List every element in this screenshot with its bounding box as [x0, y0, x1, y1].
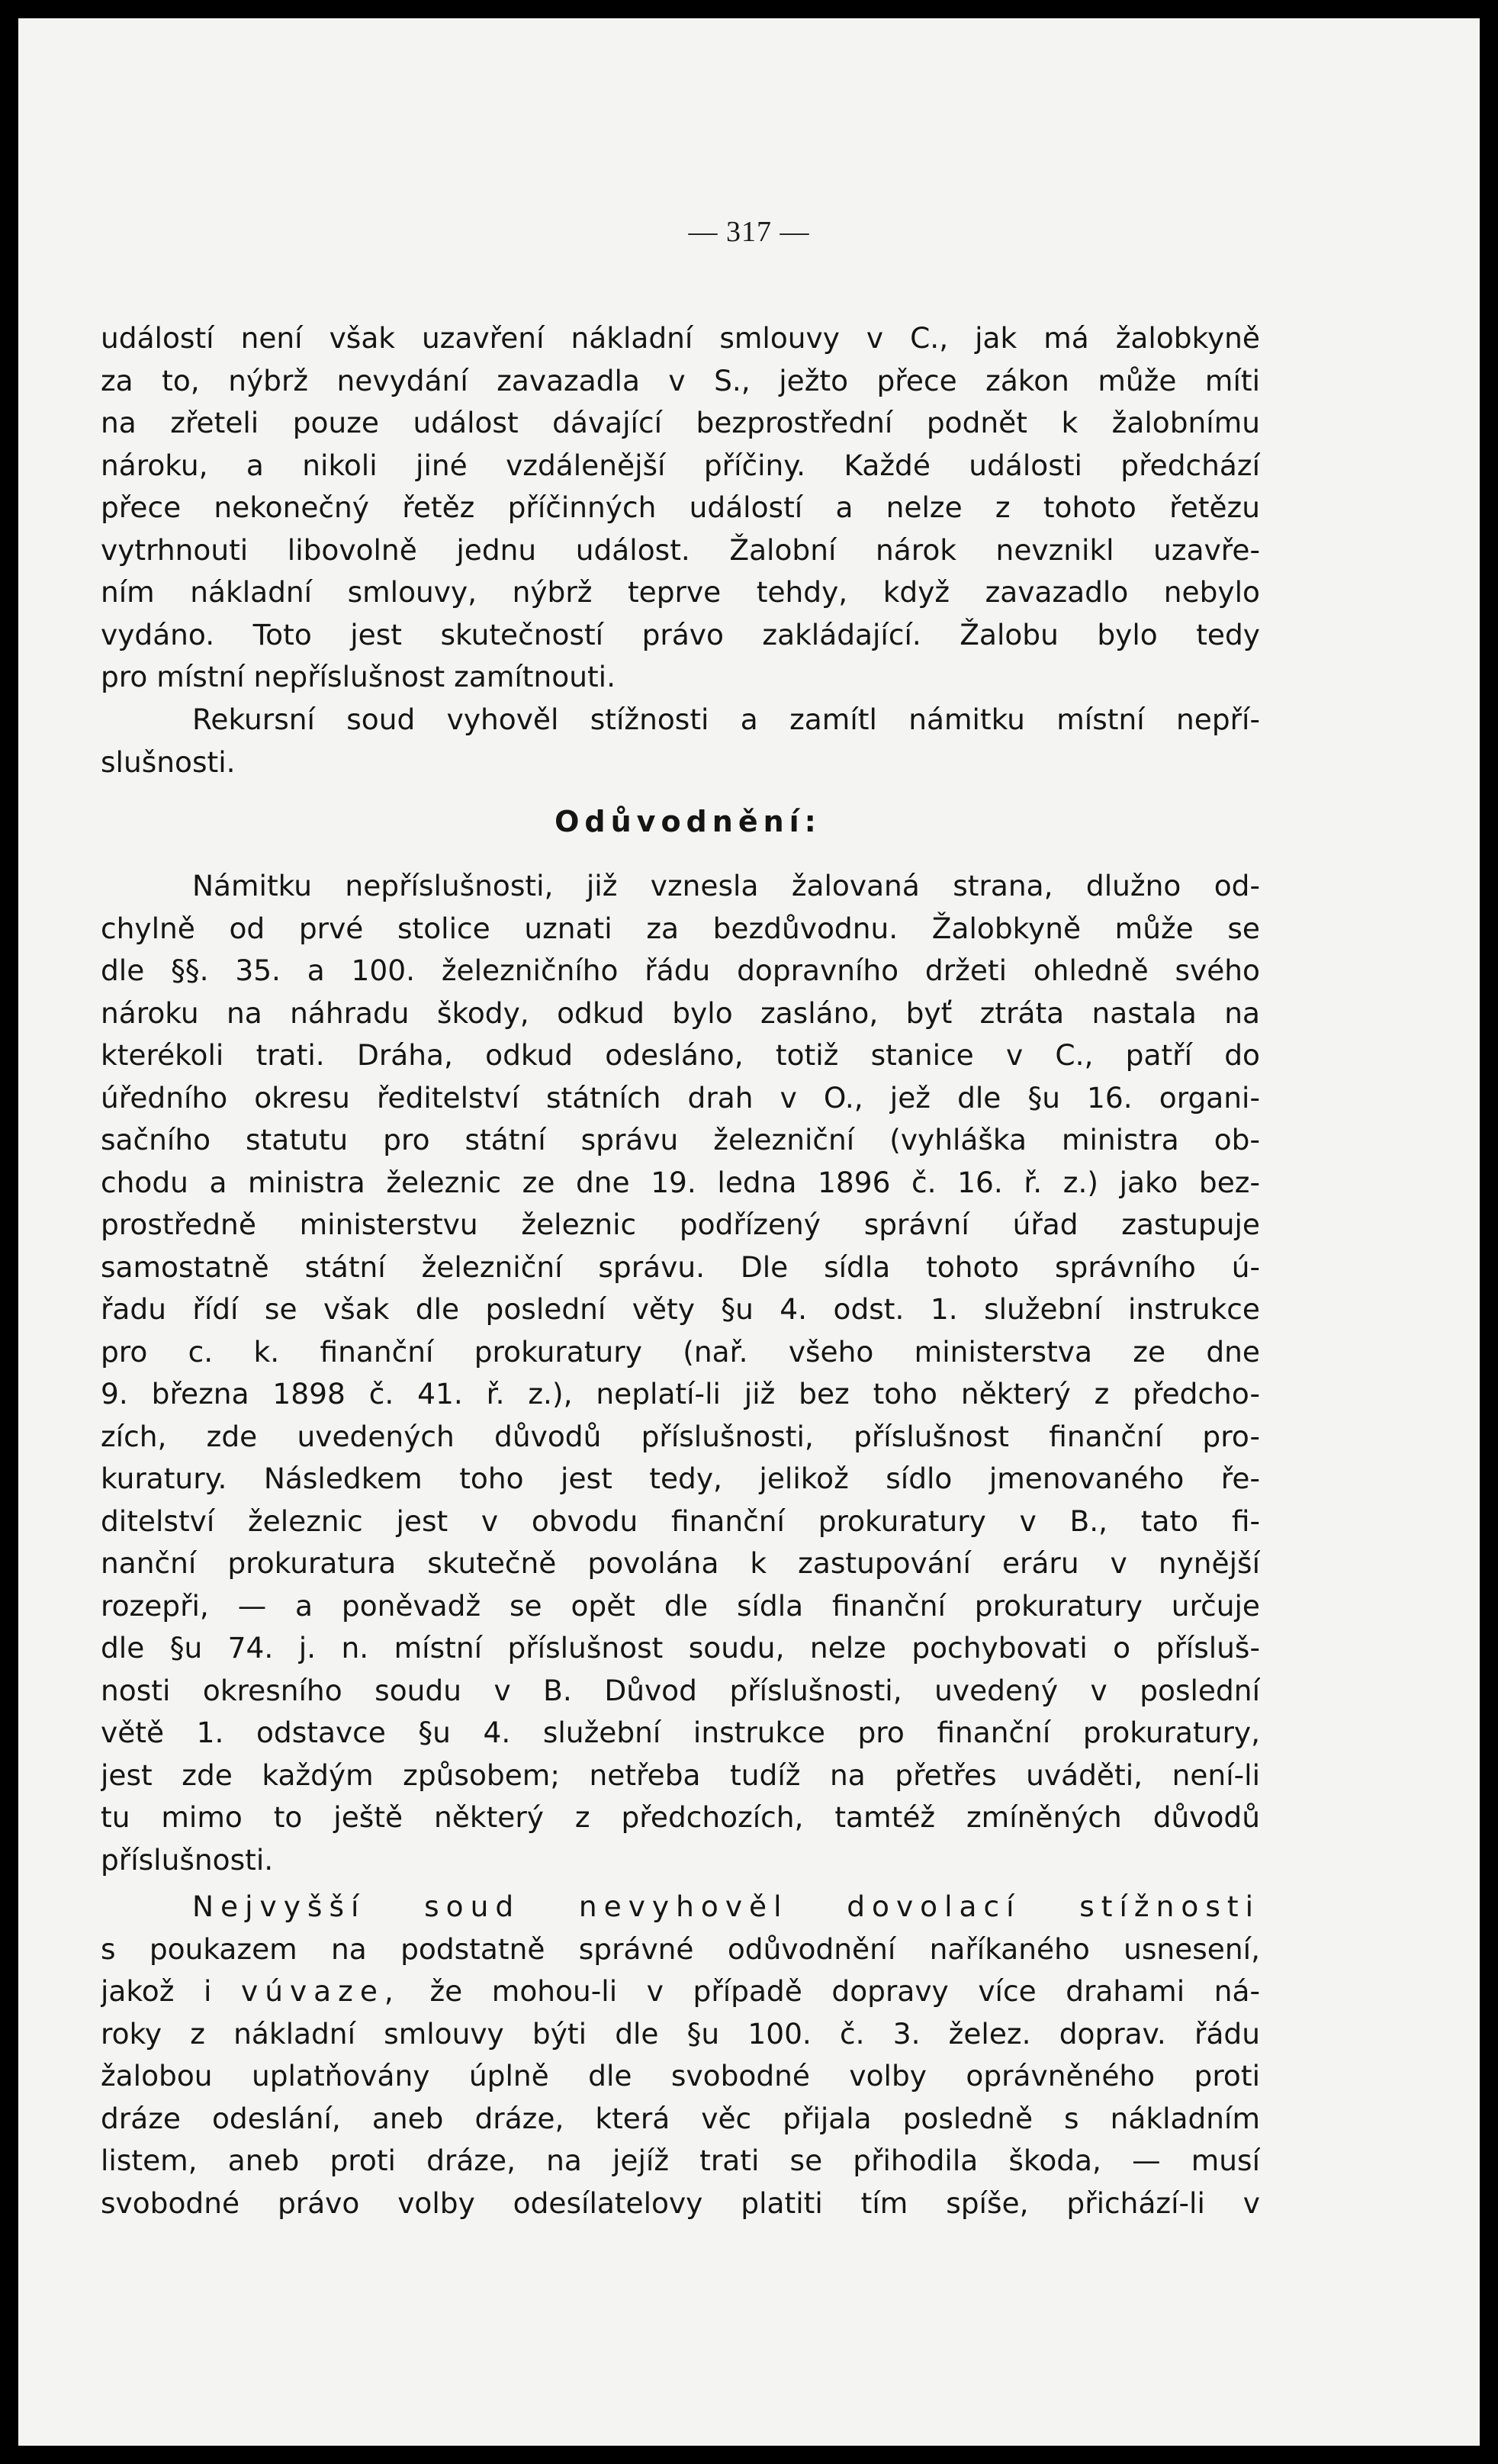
text-line: pro c. k. finanční prokuratury (nař. všeho ministerstva ze dne: [101, 1334, 1260, 1369]
text-line: nároku na náhradu škody, odkud bylo zasláno, byť ztráta nastala na: [101, 996, 1260, 1030]
text-line: na zřeteli pouze událost dávající bezprostřední podnět k žalobnímu: [101, 406, 1260, 439]
text-line: Nejvyšší soud nevyhověl dovolací stížnosti: [192, 1890, 1260, 1923]
text-line: roky z nákladní smlouvy býti dle §u 100. č. 3. želez. doprav. řádu: [101, 2016, 1260, 2051]
text-line: svobodné právo volby odesílatelovy platiti tím spíše, přichází-li v: [101, 2186, 1260, 2220]
text-line: rozepři, — a poněvadž se opět dle sídla finanční prokuratury určuje: [101, 1588, 1260, 1623]
paragraph-3: [101, 865, 1260, 1881]
text-line: nároku, a nikoli jiné vzdálenější příčiny. Každé události předchází: [101, 448, 1260, 482]
page-number: — 317 —: [688, 216, 810, 248]
text-line: kterékoli trati. Dráha, odkud odesláno, totiž stanice v C., patří do: [101, 1038, 1260, 1072]
text-line: přece nekonečný řetěz příčinných událostí a nelze z tohoto řetězu: [101, 491, 1260, 524]
text-line: prostředně ministerstvu železnic podřízený správní úřad zastupuje: [101, 1208, 1260, 1241]
text-line: událostí není však uzavření nákladní smlouvy v C., jak má žalobkyně: [101, 321, 1260, 355]
spaced-phrase: vúvaze,: [241, 1974, 400, 2008]
text-line: chodu a ministra železnic ze dne 19. ledna 1896 č. 16. ř. z.) jako bez-: [101, 1165, 1260, 1199]
text-line: vytrhnouti libovolně jednu událost. Žalobní nárok nevznikl uzavře-: [101, 532, 1260, 567]
text-line: sačního statutu pro státní správu železniční (vyhláška ministra ob-: [101, 1123, 1260, 1156]
paragraph-4: [101, 1886, 1260, 2224]
text-fragment: že mohou-li v případě dopravy více drahami ná-: [429, 1974, 1260, 2008]
paragraph-1: [101, 317, 1260, 699]
text-line: dráze odeslání, aneb dráze, která věc přijala posledně s nákladním: [101, 2101, 1260, 2135]
paragraph-2: [101, 699, 1260, 783]
text-line: příslušnosti.: [101, 1842, 274, 1877]
text-line: nosti okresního soudu v B. Důvod příslušnosti, uvedený v poslední: [101, 1673, 1260, 1707]
text-line: Rekursní soud vyhověl stížnosti a zamítl námitku místní nepří-: [192, 703, 1260, 736]
text-fragment: jakož i: [101, 1974, 212, 2008]
section-heading-block: [101, 795, 1260, 848]
text-line: zích, zde uvedených důvodů příslušnosti, příslušnost finanční pro-: [101, 1419, 1260, 1453]
text-line: s poukazem na podstatně správné odůvodnění naříkaného usnesení,: [101, 1932, 1260, 1966]
text-line: nanční prokuratura skutečně povolána k zastupování eráru v nynější: [101, 1546, 1260, 1580]
text-line: listem, aneb proti dráze, na jejíž trati se přihodila škoda, — musí: [101, 2144, 1260, 2177]
text-line: ditelství železnic jest v obvodu finanční prokuratury v B., tato fi-: [101, 1504, 1260, 1538]
text-line: 9. března 1898 č. 41. ř. z.), neplatí-li již bez toho některý z předcho-: [101, 1377, 1260, 1411]
text-line: žalobou uplatňovány úplně dle svobodné volby oprávněného proti: [101, 2059, 1260, 2092]
text-line: řadu řídí se však dle poslední věty §u 4. odst. 1. služební instrukce: [101, 1292, 1260, 1326]
text-line: úředního okresu ředitelství státních drah v O., jež dle §u 16. organi-: [101, 1080, 1260, 1115]
text-line: vydáno. Toto jest skutečností právo zakládající. Žalobu bylo tedy: [101, 617, 1260, 651]
book-page: [18, 18, 1480, 2446]
text-line: větě 1. odstavce §u 4. služební instrukce pro finanční prokuratury,: [101, 1716, 1260, 1749]
text-line: tu mimo to ještě některý z předchozích, tamtéž zmíněných důvodů: [101, 1800, 1260, 1834]
text-line: slušnosti.: [101, 745, 236, 779]
text-line: dle §u 74. j. n. místní příslušnost soudu, nelze pochybovati o přísluš-: [101, 1631, 1260, 1665]
text-line: ním nákladní smlouvy, nýbrž teprve tehdy, když zavazadlo nebylo: [101, 575, 1260, 609]
text-line: kuratury. Následkem toho jest tedy, jelikož sídlo jmenovaného ře-: [101, 1462, 1260, 1495]
text-line: chylně od prvé stolice uznati za bezdůvodnu. Žalobkyně může se: [101, 911, 1260, 945]
section-heading: Odůvodnění:: [555, 805, 821, 838]
text-line: za to, nýbrž nevydání zavazadla v S., ježto přece zákon může míti: [101, 363, 1260, 397]
text-line: jest zde každým způsobem; netřeba tudíž na přetřes uváděti, není-li: [101, 1758, 1260, 1792]
text-line: Námitku nepříslušnosti, již vznesla žalovaná strana, dlužno od-: [192, 869, 1260, 902]
text-line: pro místní nepříslušnost zamítnouti.: [101, 660, 616, 693]
text-line: samostatně státní železniční správu. Dle sídla tohoto správního ú-: [101, 1250, 1260, 1284]
text-line: dle §§. 35. a 100. železničního řádu dopravního držeti ohledně svého: [101, 954, 1260, 987]
text-line: [101, 1970, 1260, 2013]
